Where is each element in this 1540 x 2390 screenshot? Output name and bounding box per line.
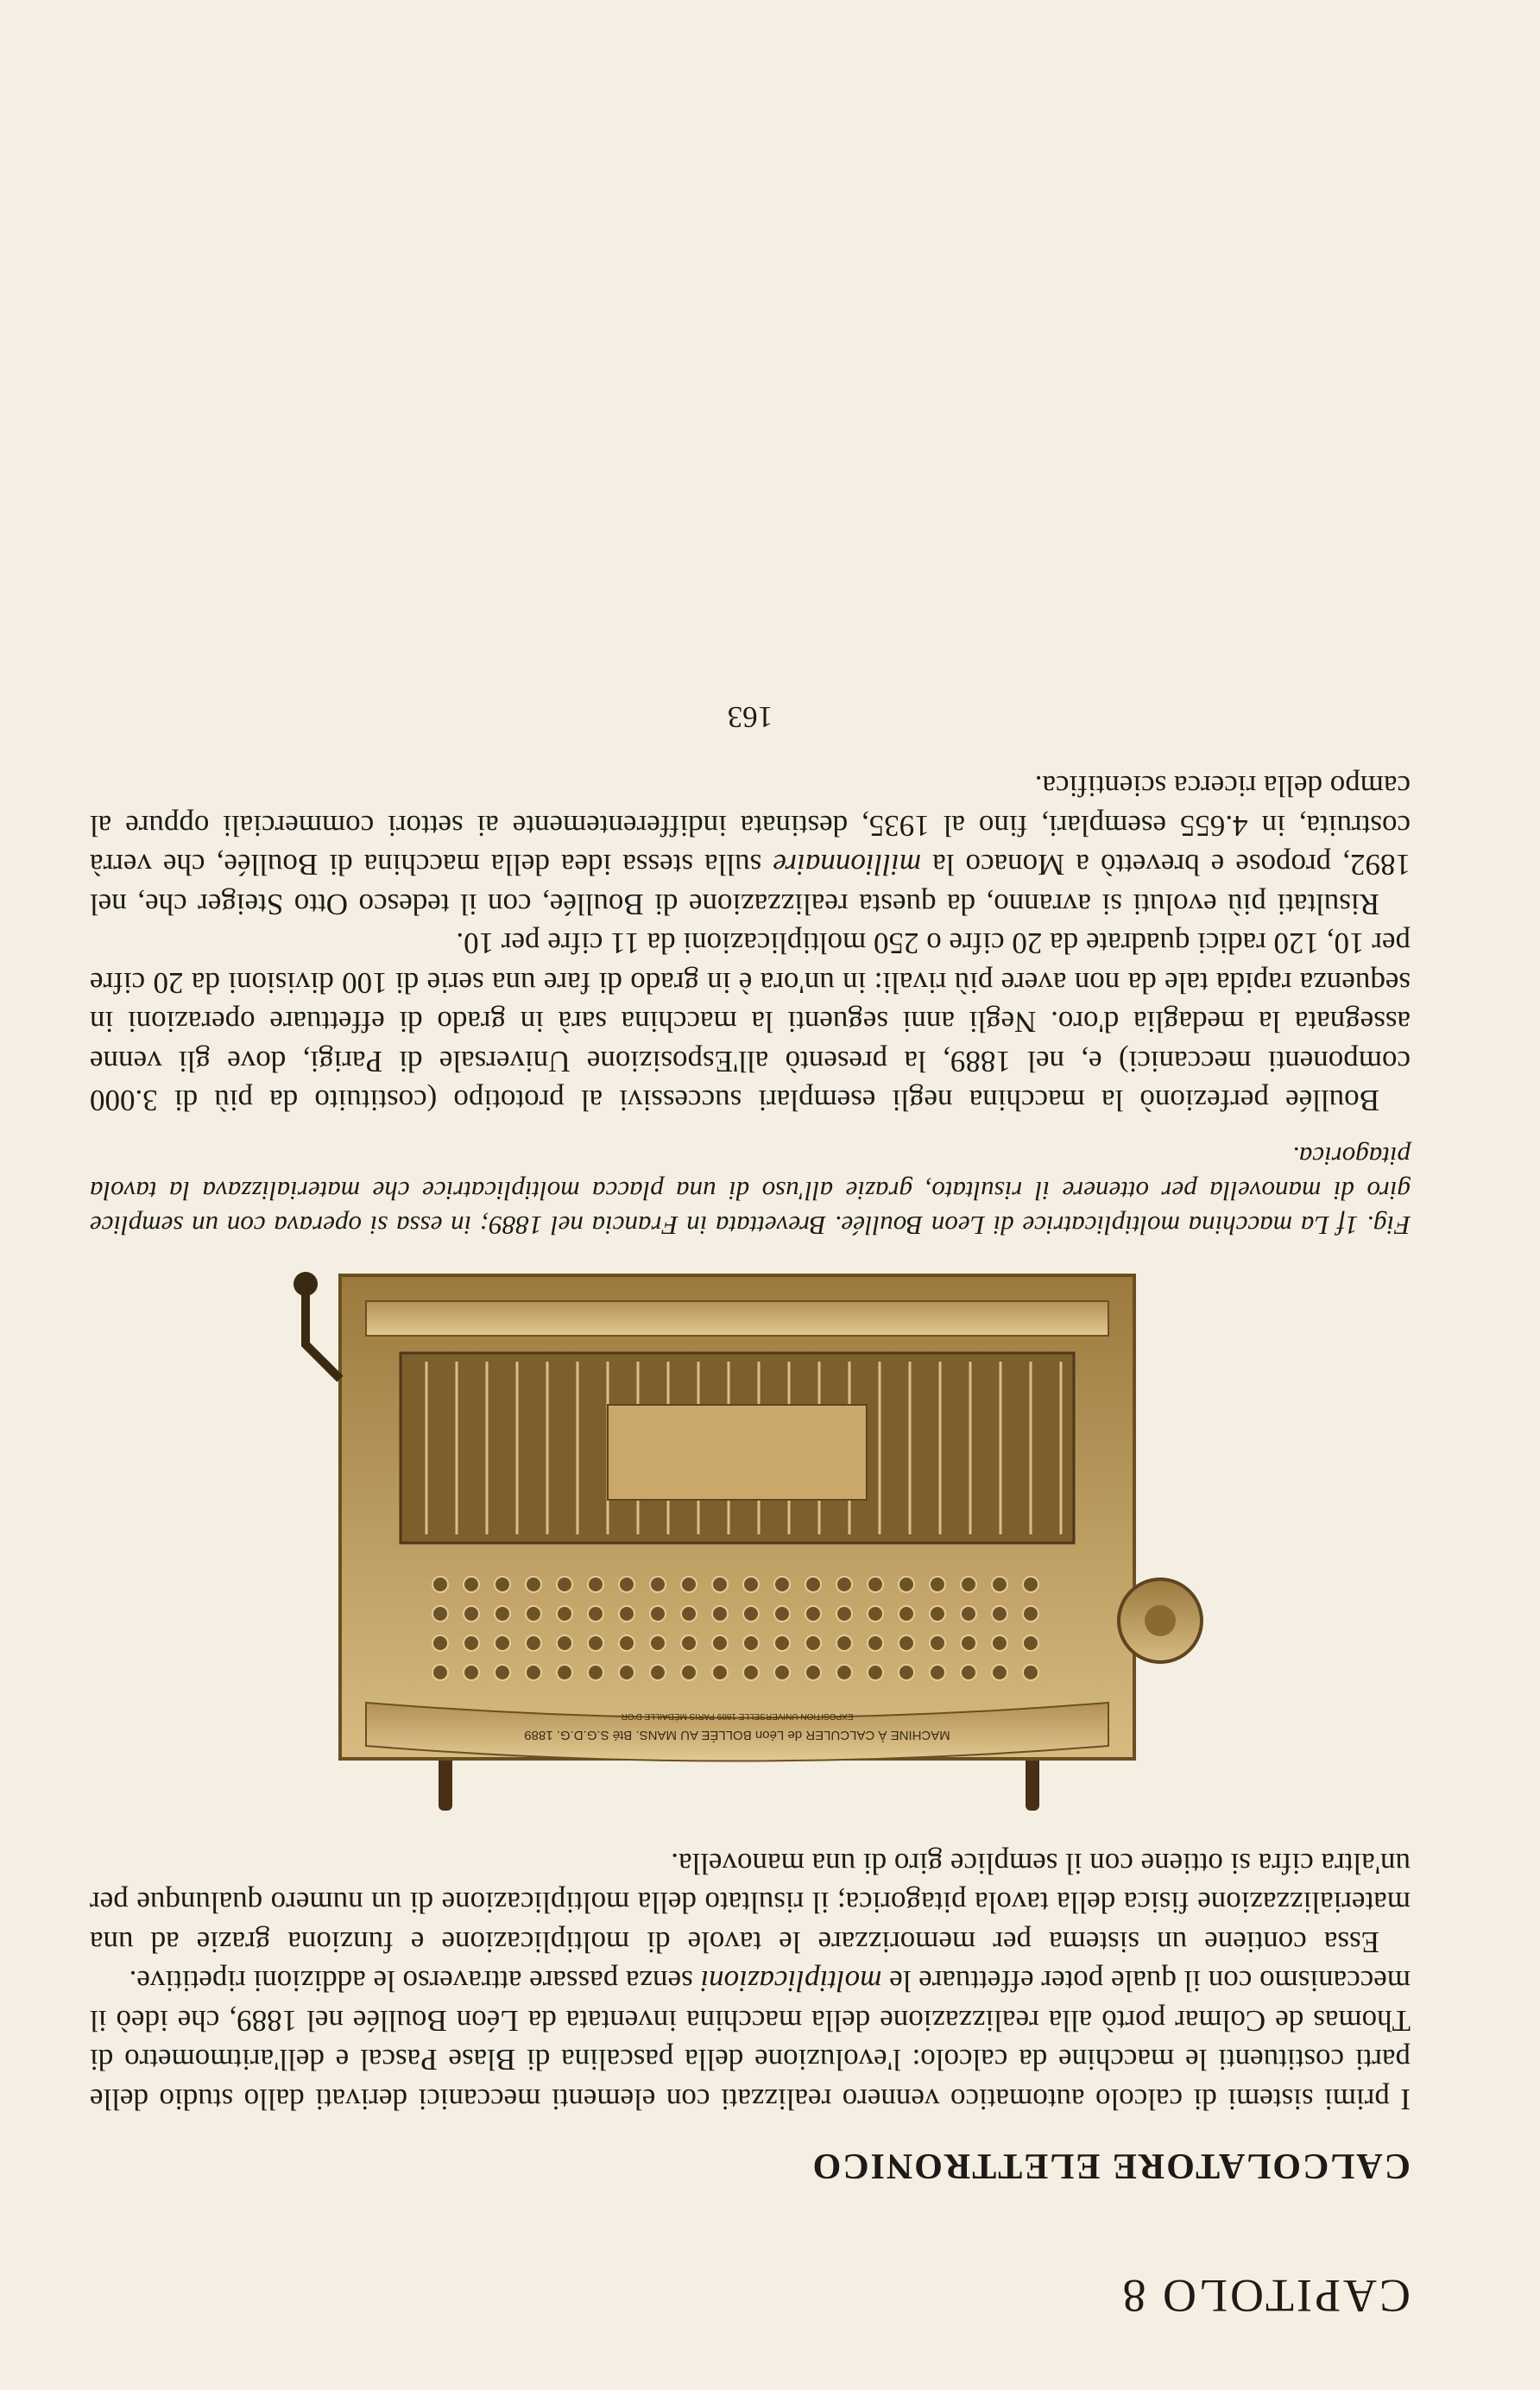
- section-title: CALCOLATORE ELETTRONICO: [811, 2146, 1411, 2185]
- figure-caption-text: La macchina moltiplicatrice di Leon Boullée. Brevettata in Francia nel 1889; in essa si operava con un semplice giro di manovella per ottenere il risultato, grazie all'uso di una placca moltiplicatrice che materializzava la tavola pitagorica.: [90, 1141, 1411, 1242]
- setting-key: [992, 1636, 1007, 1652]
- setting-key: [681, 1607, 697, 1622]
- setting-key: [650, 1607, 666, 1622]
- paragraph-4-text-a: Risultati più evoluti si avranno, da questa realizzazione di Boullée, con il tedesco Otto Steiger che, nel 1892, propose e brevettò a Monaco la: [90, 848, 1411, 921]
- setting-key: [774, 1666, 790, 1681]
- setting-key: [899, 1636, 914, 1652]
- setting-key: [836, 1578, 852, 1593]
- paragraph-1-text-a: I primi sistemi di calcolo automatico vennero realizzati con elementi meccanici derivati dallo studio delle parti costituenti le macchine da calcolo: l'evoluzione della pascalina di Blase Pascal e dell'aritmometro di Thomas de Colmar portò alla realizzazione della macchina inventata da Léon Boullée nel 1889, che ideò il meccanismo con il quale poter effettuare le: [90, 1964, 1411, 2116]
- setting-key: [961, 1636, 976, 1652]
- figure-caption: [90, 1140, 1411, 1243]
- setting-key: [868, 1607, 883, 1622]
- setting-key: [526, 1607, 541, 1622]
- setting-key: [743, 1636, 759, 1652]
- figure-calculating-machine: [288, 1259, 1212, 1829]
- setting-key: [588, 1636, 603, 1652]
- figure-label: Fig. 1f: [1337, 1211, 1411, 1242]
- setting-key: [495, 1578, 510, 1593]
- setting-key: [432, 1607, 448, 1622]
- setting-key: [961, 1666, 976, 1681]
- setting-key: [619, 1607, 634, 1622]
- setting-key: [619, 1578, 634, 1593]
- setting-key: [774, 1578, 790, 1593]
- setting-key: [495, 1636, 510, 1652]
- setting-key: [526, 1666, 541, 1681]
- setting-key: [464, 1578, 479, 1593]
- setting-key: [588, 1666, 603, 1681]
- setting-key: [805, 1607, 821, 1622]
- setting-key: [930, 1578, 945, 1593]
- plate-inscription: MACHINE À CALCULER de Léon BOLLÉE AU MANS. Bté S.G.D.G. 1889: [524, 1728, 950, 1743]
- setting-key: [588, 1578, 603, 1593]
- setting-key: [930, 1666, 945, 1681]
- setting-key: [1023, 1666, 1038, 1681]
- setting-key: [495, 1607, 510, 1622]
- chapter-heading: CAPITOLO 8: [1120, 2270, 1411, 2322]
- plate-subinscription: EXPOSITION UNIVERSELLE 1889 PARIS MÉDAILLE D'OR: [621, 1711, 854, 1722]
- setting-key: [526, 1636, 541, 1652]
- setting-key: [868, 1578, 883, 1593]
- setting-key: [557, 1578, 572, 1593]
- setting-key: [992, 1578, 1007, 1593]
- setting-key: [743, 1607, 759, 1622]
- paragraph-1-text-b: senza passare attraverso le addizioni ripetitive.: [129, 1964, 701, 1999]
- setting-key: [495, 1666, 510, 1681]
- setting-key: [712, 1578, 728, 1593]
- paragraph-4-emphasis: millionnaire: [773, 848, 922, 882]
- setting-key: [805, 1636, 821, 1652]
- setting-key: [526, 1578, 541, 1593]
- calculating-machine-illustration: [288, 1259, 1212, 1829]
- setting-key: [774, 1607, 790, 1622]
- setting-key: [464, 1607, 479, 1622]
- setting-key: [681, 1578, 697, 1593]
- setting-key: [805, 1666, 821, 1681]
- setting-key: [432, 1578, 448, 1593]
- setting-key: [712, 1666, 728, 1681]
- setting-key: [930, 1607, 945, 1622]
- setting-key: [1023, 1578, 1038, 1593]
- setting-key: [1023, 1607, 1038, 1622]
- setting-key: [868, 1636, 883, 1652]
- setting-key: [774, 1636, 790, 1652]
- paragraph-3: Boullée perfezionò la macchina negli esemplari successivi al prototipo (costituito da più di 3.000 componenti meccanici) e, nel 1889, la presentò all'Esposizione Universale di Parigi, dove gli venne assegnata la medaglia d'oro. Negli anni seguenti la macchina sarà in grado di effettuare operazioni in sequenza rapida tale da non avere più rivali: in un'ora è in grado di fare una serie di 100 divisioni da 20 cifre per 10, 120 radici quadrate da 20 cifre o 250 moltiplicazioni da 11 cifre per 10.: [90, 926, 1411, 1118]
- setting-key: [899, 1607, 914, 1622]
- setting-key: [588, 1607, 603, 1622]
- paragraph-1: [90, 1962, 1411, 2119]
- setting-key: [464, 1666, 479, 1681]
- setting-key: [805, 1578, 821, 1593]
- setting-key: [743, 1578, 759, 1593]
- setting-key: [992, 1607, 1007, 1622]
- setting-key: [712, 1636, 728, 1652]
- setting-key: [432, 1666, 448, 1681]
- setting-key: [836, 1636, 852, 1652]
- setting-key: [899, 1666, 914, 1681]
- setting-key: [743, 1666, 759, 1681]
- setting-key: [868, 1666, 883, 1681]
- setting-key: [899, 1578, 914, 1593]
- setting-key: [557, 1607, 572, 1622]
- setting-key: [681, 1666, 697, 1681]
- setting-key: [1023, 1636, 1038, 1652]
- page-number: 163: [727, 700, 773, 734]
- paragraph-1-emphasis: moltiplicazioni: [700, 1964, 882, 1999]
- setting-key: [650, 1666, 666, 1681]
- setting-key: [836, 1666, 852, 1681]
- setting-key: [557, 1636, 572, 1652]
- setting-key: [650, 1578, 666, 1593]
- setting-key: [836, 1607, 852, 1622]
- setting-key: [432, 1636, 448, 1652]
- paragraph-4-text-b: sulla stessa idea della macchina di Boullée, che verrà costruita, in 4.655 esemplari, fino al 1935, destinata indifferentemente ai settori commerciali oppure al campo della ricerca scientifica.: [90, 769, 1411, 882]
- page-content: [90, 699, 1411, 2323]
- paragraph-2: Essa contiene un sistema per memorizzare le tavole di moltiplicazione e funziona grazie ad una materializzazione fisica della tavola pitagorica; il risultato della moltiplicazione di un numero qualunque per un'altra cifra si ottiene con il semplice giro di una manovella.: [90, 1847, 1411, 1959]
- setting-key: [650, 1636, 666, 1652]
- setting-key: [930, 1636, 945, 1652]
- paragraph-4: [90, 767, 1411, 924]
- setting-key: [712, 1607, 728, 1622]
- setting-key: [464, 1636, 479, 1652]
- setting-key: [961, 1607, 976, 1622]
- setting-key: [619, 1666, 634, 1681]
- setting-key: [557, 1666, 572, 1681]
- setting-key: [992, 1666, 1007, 1681]
- setting-key: [681, 1636, 697, 1652]
- setting-key: [961, 1578, 976, 1593]
- setting-key: [619, 1636, 634, 1652]
